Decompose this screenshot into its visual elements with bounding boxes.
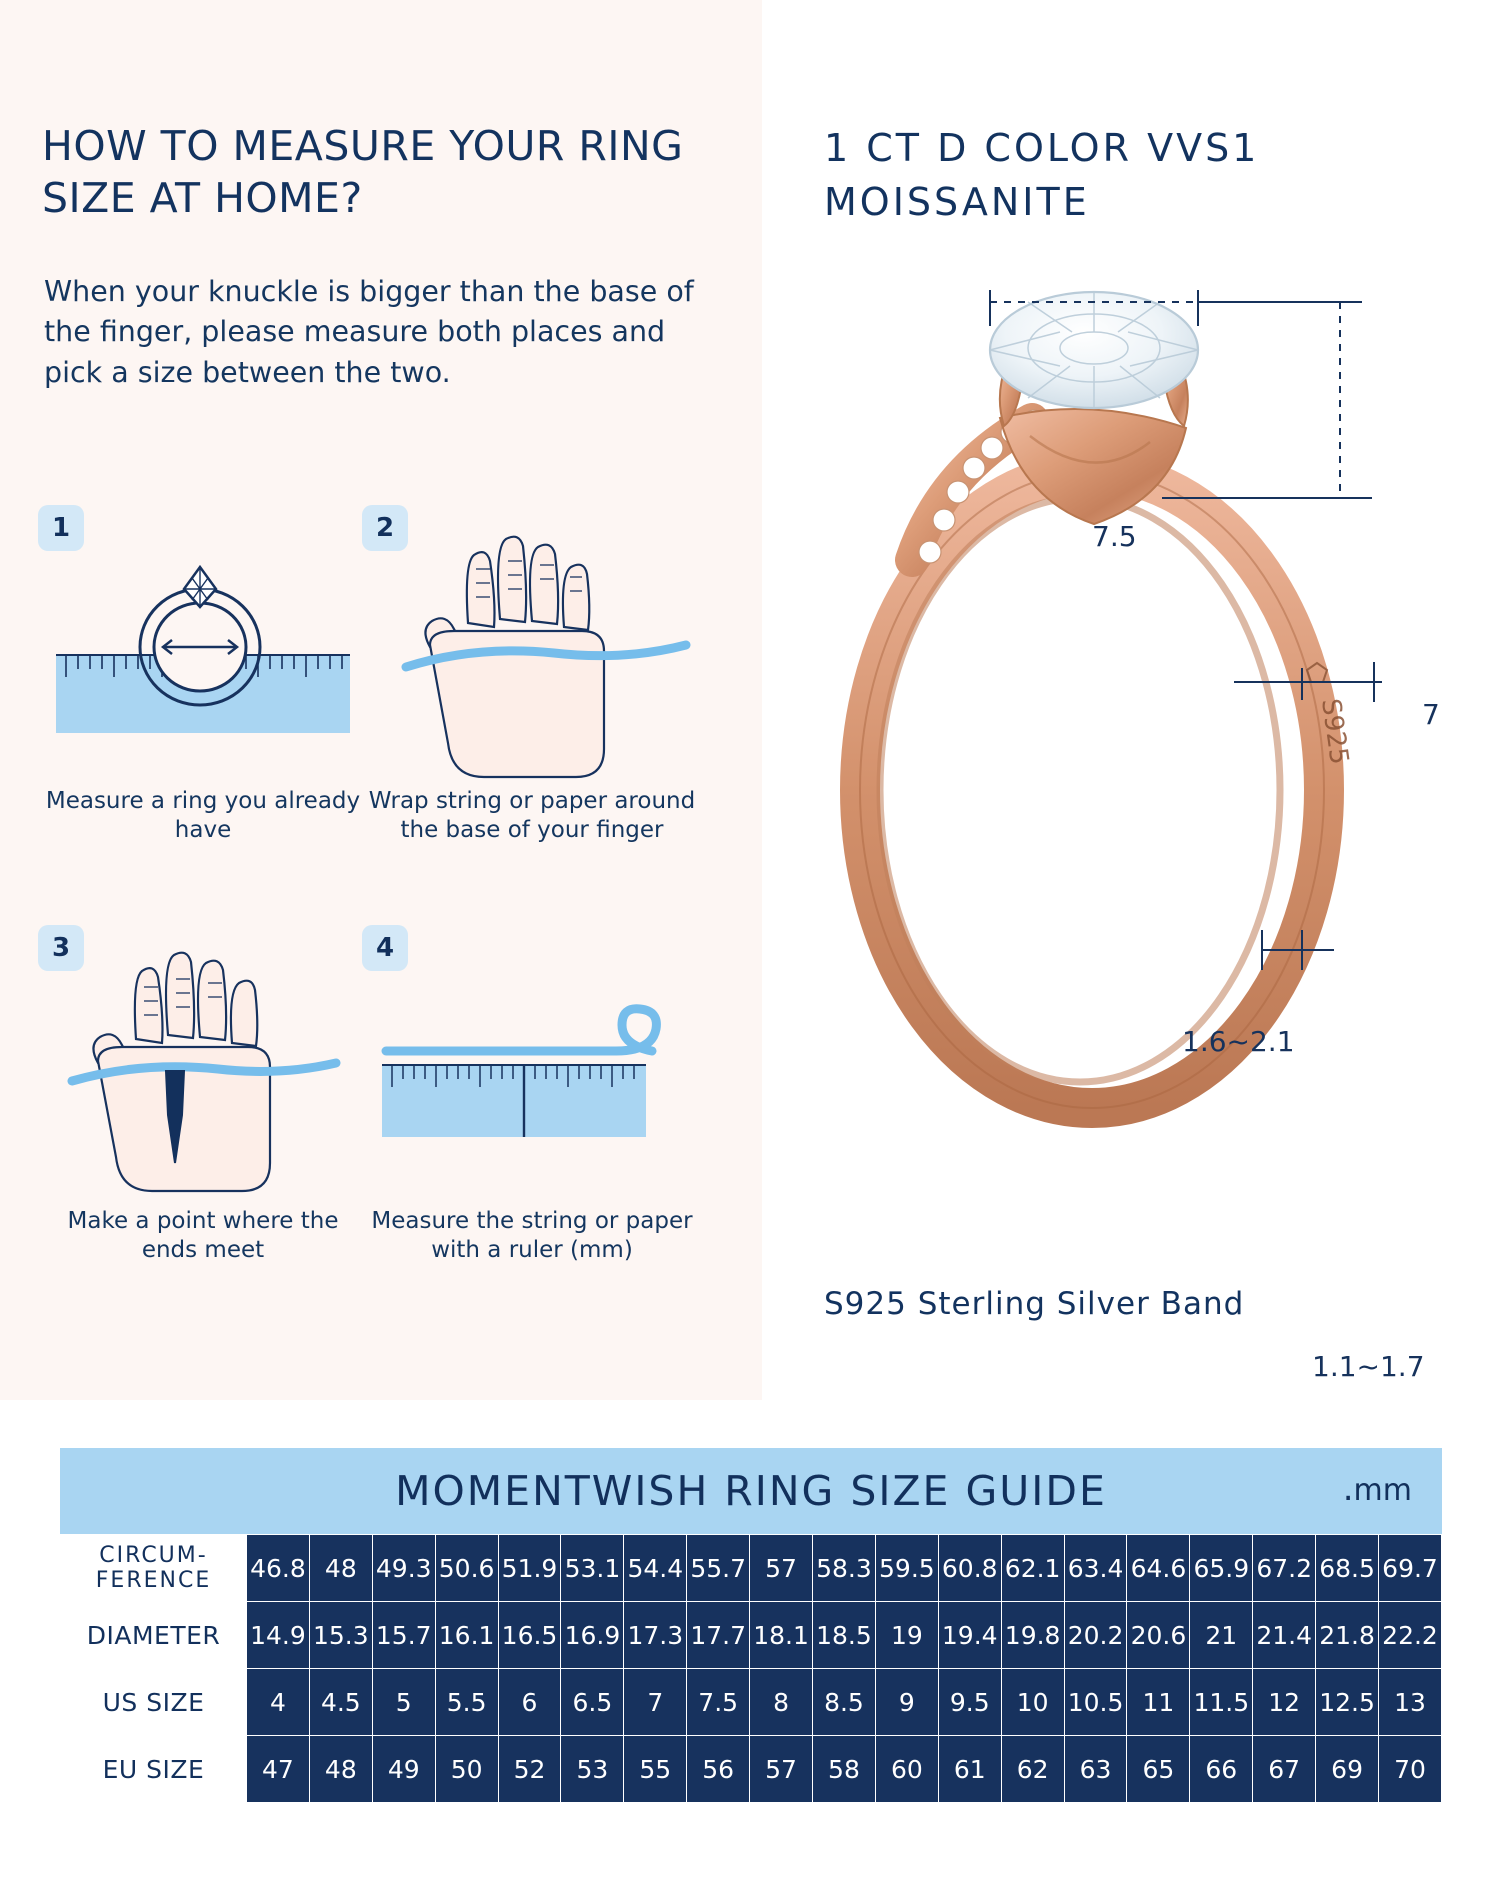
dimension-height: 7 (1422, 698, 1440, 731)
measure-string-ruler-illustration (372, 947, 682, 1207)
table-cell: 64.6 (1127, 1535, 1190, 1602)
size-guide-unit: .mm (1342, 1469, 1412, 1509)
table-cell: 17.3 (624, 1602, 687, 1669)
table-cell: 57 (750, 1736, 813, 1803)
table-cell: 55 (624, 1736, 687, 1803)
table-cell: 10 (1001, 1669, 1064, 1736)
table-cell: 7 (624, 1669, 687, 1736)
table-cell: 10.5 (1064, 1669, 1127, 1736)
table-cell: 58 (813, 1736, 876, 1803)
table-cell: 46.8 (247, 1535, 310, 1602)
table-cell: 49 (372, 1736, 435, 1803)
table-row (61, 1535, 1442, 1602)
table-cell: 59.5 (875, 1535, 938, 1602)
size-guide-header (60, 1448, 1442, 1534)
table-cell: 8 (750, 1669, 813, 1736)
step-4-caption: Measure the string or paper with a ruler (mm) (371, 1208, 693, 1264)
table-cell: 52 (498, 1736, 561, 1803)
table-cell: 18.5 (813, 1602, 876, 1669)
table-cell: 20.2 (1064, 1602, 1127, 1669)
unit-label: mm (1353, 1473, 1412, 1508)
table-cell: 68.5 (1316, 1535, 1379, 1602)
row-label: EU SIZE (61, 1736, 247, 1803)
table-cell: 54.4 (624, 1535, 687, 1602)
table-cell: 5.5 (435, 1669, 498, 1736)
table-cell: 56 (687, 1736, 750, 1803)
step-2-number: 2 (362, 505, 408, 551)
step-1-number: 1 (38, 505, 84, 551)
table-cell: 53 (561, 1736, 624, 1803)
page-title: HOW TO MEASURE YOUR RING SIZE AT HOME? (42, 122, 684, 223)
table-cell: 14.9 (247, 1602, 310, 1669)
table-cell: 8.5 (813, 1669, 876, 1736)
table-cell: 21.4 (1253, 1602, 1316, 1669)
ring-on-ruler-illustration (48, 527, 358, 787)
table-cell: 16.1 (435, 1602, 498, 1669)
dimension-shoulder-width: 1.6~2.1 (1182, 1025, 1295, 1058)
step-2-caption: Wrap string or paper around the base of your finger (368, 788, 696, 844)
table-cell: 57 (750, 1535, 813, 1602)
table-cell: 55.7 (687, 1535, 750, 1602)
table-cell: 11.5 (1190, 1669, 1253, 1736)
table-cell: 5 (372, 1669, 435, 1736)
row-label-line: CIRCUM- (99, 1542, 208, 1568)
table-cell: 47 (247, 1736, 310, 1803)
step-3-number: 3 (38, 925, 84, 971)
table-cell: 16.9 (561, 1602, 624, 1669)
product-title: 1 CT D COLOR VVS1 MOISSANITE (824, 126, 1260, 224)
svg-text:S925: S925 (1315, 696, 1354, 767)
table-cell: 67.2 (1253, 1535, 1316, 1602)
table-cell: 62 (1001, 1736, 1064, 1803)
step-3-caption: Make a point where the ends meet (67, 1208, 339, 1264)
table-cell: 12.5 (1316, 1669, 1379, 1736)
table-cell: 65.9 (1190, 1535, 1253, 1602)
table-cell: 22.2 (1379, 1602, 1442, 1669)
table-cell: 19 (875, 1602, 938, 1669)
table-cell: 48 (309, 1736, 372, 1803)
table-cell: 50.6 (435, 1535, 498, 1602)
product-panel (762, 0, 1500, 1400)
table-cell: 60.8 (938, 1535, 1001, 1602)
table-cell: 51.9 (498, 1535, 561, 1602)
table-cell: 67 (1253, 1736, 1316, 1803)
table-cell: 15.7 (372, 1602, 435, 1669)
table-cell: 62.1 (1001, 1535, 1064, 1602)
table-cell: 70 (1379, 1736, 1442, 1803)
table-cell: 53.1 (561, 1535, 624, 1602)
how-to-measure-panel (0, 0, 762, 1400)
table-row (61, 1602, 1442, 1669)
table-cell: 63.4 (1064, 1535, 1127, 1602)
table-cell: 11 (1127, 1669, 1190, 1736)
table-cell: 13 (1379, 1669, 1442, 1736)
row-label: US SIZE (61, 1669, 247, 1736)
table-cell: 66 (1190, 1736, 1253, 1803)
table-cell: 6.5 (561, 1669, 624, 1736)
table-cell: 20.6 (1127, 1602, 1190, 1669)
table-cell: 49.3 (372, 1535, 435, 1602)
mark-point-hand-illustration (48, 947, 358, 1207)
row-label (61, 1535, 247, 1602)
table-cell: 9.5 (938, 1669, 1001, 1736)
table-cell: 60 (875, 1736, 938, 1803)
table-cell: 9 (875, 1669, 938, 1736)
table-cell: 19.8 (1001, 1602, 1064, 1669)
table-cell: 48 (309, 1535, 372, 1602)
product-material: S925 Sterling Silver Band (824, 1286, 1245, 1322)
table-cell: 12 (1253, 1669, 1316, 1736)
size-table (60, 1534, 1442, 1803)
table-cell: 6 (498, 1669, 561, 1736)
table-cell: 69.7 (1379, 1535, 1442, 1602)
table-cell: 15.3 (309, 1602, 372, 1669)
intro-paragraph: When your knuckle is bigger than the base of the finger, please measure both places and pick a size between the two. (44, 275, 694, 389)
table-row (61, 1669, 1442, 1736)
table-cell: 17.7 (687, 1602, 750, 1669)
table-cell: 50 (435, 1736, 498, 1803)
wrap-string-hand-illustration (372, 527, 682, 787)
ring-size-guide (60, 1448, 1442, 1803)
row-label-line: FERENCE (95, 1568, 212, 1593)
step-4-number: 4 (362, 925, 408, 971)
table-cell: 19.4 (938, 1602, 1001, 1669)
table-cell: 4.5 (309, 1669, 372, 1736)
table-cell: 7.5 (687, 1669, 750, 1736)
table-cell: 16.5 (498, 1602, 561, 1669)
table-cell: 21 (1190, 1602, 1253, 1669)
table-cell: 65 (1127, 1736, 1190, 1803)
dimension-band-thickness: 1.1~1.7 (1312, 1350, 1425, 1383)
step-1-caption: Measure a ring you already have (45, 788, 361, 844)
table-cell: 18.1 (750, 1602, 813, 1669)
dimension-stone-width: 7.5 (1092, 520, 1137, 553)
table-row (61, 1736, 1442, 1803)
row-label: DIAMETER (61, 1602, 247, 1669)
table-cell: 21.8 (1316, 1602, 1379, 1669)
table-cell: 4 (247, 1669, 310, 1736)
table-cell: 63 (1064, 1736, 1127, 1803)
table-cell: 61 (938, 1736, 1001, 1803)
size-guide-title: MOMENTWISH RING SIZE GUIDE (395, 1467, 1107, 1515)
table-cell: 58.3 (813, 1535, 876, 1602)
table-cell: 69 (1316, 1736, 1379, 1803)
